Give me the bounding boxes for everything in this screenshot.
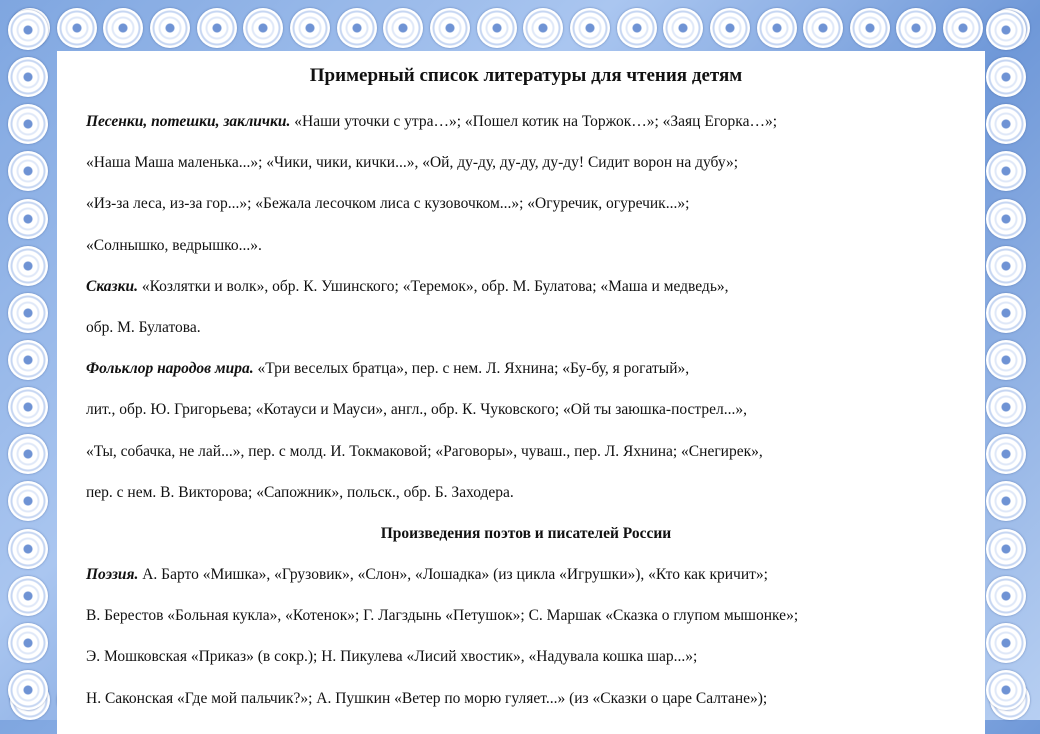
lace-flower	[8, 10, 48, 50]
lace-flower	[986, 623, 1026, 663]
lace-flower	[986, 151, 1026, 191]
lace-right	[986, 10, 1032, 710]
line-text: лит., обр. Ю. Григорьева; «Котауси и Мауси», англ., обр. К. Чуковского; «Ой ты заюшка-пострел...»,	[86, 401, 747, 419]
lace-flower	[8, 340, 48, 380]
lace-flower	[570, 8, 610, 48]
lace-flower	[8, 434, 48, 474]
lace-flower	[943, 8, 983, 48]
lace-flower	[986, 246, 1026, 286]
line-lead: Фольклор народов мира.	[86, 360, 254, 378]
lace-flower	[986, 387, 1026, 427]
text-line	[86, 318, 966, 359]
lace-flower	[986, 293, 1026, 333]
lace-flower	[8, 246, 48, 286]
text-line	[86, 236, 966, 277]
lace-flower	[8, 529, 48, 569]
section-subtitle: Произведения поэтов и писателей России	[380, 524, 672, 542]
line-text: пер. с нем. В. Викторова; «Сапожник», польск., обр. Б. Заходера.	[86, 483, 514, 501]
line-text: Э. Мошковская «Приказ» (в сокр.); Н. Пикулева «Лисий хвостик», «Надувала кошка шар...»;	[86, 648, 698, 666]
line-text: «Из-за леса, из-за гор...»; «Бежала лесочком лиса с кузовочком...»; «Огуречик, огуречик...»;	[86, 195, 690, 213]
lace-flower	[523, 8, 563, 48]
lace-flower	[896, 8, 936, 48]
lace-flower	[8, 151, 48, 191]
lace-flower	[986, 199, 1026, 239]
line-text: А. Барто «Мишка», «Грузовик», «Слон», «Лошадка» (из цикла «Игрушки»), «Кто как кричит»;	[138, 566, 768, 584]
lace-flower	[757, 8, 797, 48]
lace-flower	[8, 293, 48, 333]
lace-flower	[430, 8, 470, 48]
lace-flower	[57, 8, 97, 48]
lace-flower	[986, 481, 1026, 521]
lace-flower	[150, 8, 190, 48]
lace-flower	[8, 670, 48, 710]
lace-flower	[617, 8, 657, 48]
text-line	[86, 647, 966, 688]
lace-flower	[290, 8, 330, 48]
line-text: «Наши уточки с утра…»; «Пошел котик на Торжок…»; «Заяц Егорка…»;	[290, 113, 778, 130]
lace-flower	[986, 529, 1026, 569]
lace-flower	[8, 576, 48, 616]
lace-flower	[986, 10, 1026, 50]
line-text: В. Берестов «Больная кукла», «Котенок»; Г. Лагздынь «Петушок»; С. Маршак «Сказка о глупом мышонке»;	[86, 607, 799, 625]
lace-flower	[986, 340, 1026, 380]
text-line	[86, 483, 966, 524]
text-line	[86, 112, 966, 153]
document-content	[86, 62, 966, 730]
text-line	[86, 153, 966, 194]
line-text: «Наша Маша маленька...»; «Чики, чики, кички...», «Ой, ду-ду, ду-ду, ду-ду! Сидит ворон на дубу»;	[86, 154, 739, 172]
lace-flower	[197, 8, 237, 48]
text-line	[86, 689, 966, 730]
line-text: «Ты, собачка, не лай...», пер. с молд. И. Токмаковой; «Раговоры», чуваш., пер. Л. Яхнина; «Снегирек»,	[86, 442, 763, 460]
line-lead: Сказки.	[86, 277, 138, 295]
lace-flower	[986, 576, 1026, 616]
lace-flower	[8, 481, 48, 521]
text-line	[86, 194, 966, 235]
lace-flower	[986, 57, 1026, 97]
text-line	[86, 359, 966, 400]
lace-flower	[986, 670, 1026, 710]
line-text: «Три веселых братца», пер. с нем. Л. Яхнина; «Бу-бу, я рогатый»,	[253, 360, 690, 378]
lace-flower	[243, 8, 283, 48]
text-line	[86, 400, 966, 441]
line-text: «Солнышко, ведрышко...».	[86, 236, 262, 254]
lace-flower	[8, 199, 48, 239]
lace-left	[8, 10, 54, 710]
line-lead: Поэзия.	[86, 566, 139, 584]
lace-flower	[986, 434, 1026, 474]
section-folklore	[86, 112, 966, 524]
lace-flower	[8, 623, 48, 663]
text-line	[86, 277, 966, 318]
line-text: Н. Саконская «Где мой пальчик?»; А. Пушкин «Ветер по морю гуляет...» (из «Сказки о царе Салтане»);	[86, 689, 768, 707]
section-poetry	[86, 565, 966, 730]
line-text: обр. М. Булатова.	[86, 318, 201, 336]
lace-flower	[8, 104, 48, 144]
text-line	[86, 606, 966, 647]
lace-flower	[986, 104, 1026, 144]
lace-flower	[8, 387, 48, 427]
lace-flower	[477, 8, 517, 48]
line-lead: Песенки, потешки, заклички.	[86, 113, 291, 130]
lace-flower	[710, 8, 750, 48]
lace-flower	[337, 8, 377, 48]
page-title: Примерный список литературы для чтения детям	[309, 65, 743, 86]
lace-flower	[803, 8, 843, 48]
text-line	[86, 442, 966, 483]
lace-flower	[103, 8, 143, 48]
lace-flower	[8, 57, 48, 97]
lace-flower	[663, 8, 703, 48]
lace-flower	[850, 8, 890, 48]
text-line	[86, 565, 966, 606]
line-text: «Козлятки и волк», обр. К. Ушинского; «Теремок», обр. М. Булатова; «Маша и медведь»,	[137, 277, 729, 295]
lace-top	[10, 8, 1030, 54]
lace-flower	[383, 8, 423, 48]
